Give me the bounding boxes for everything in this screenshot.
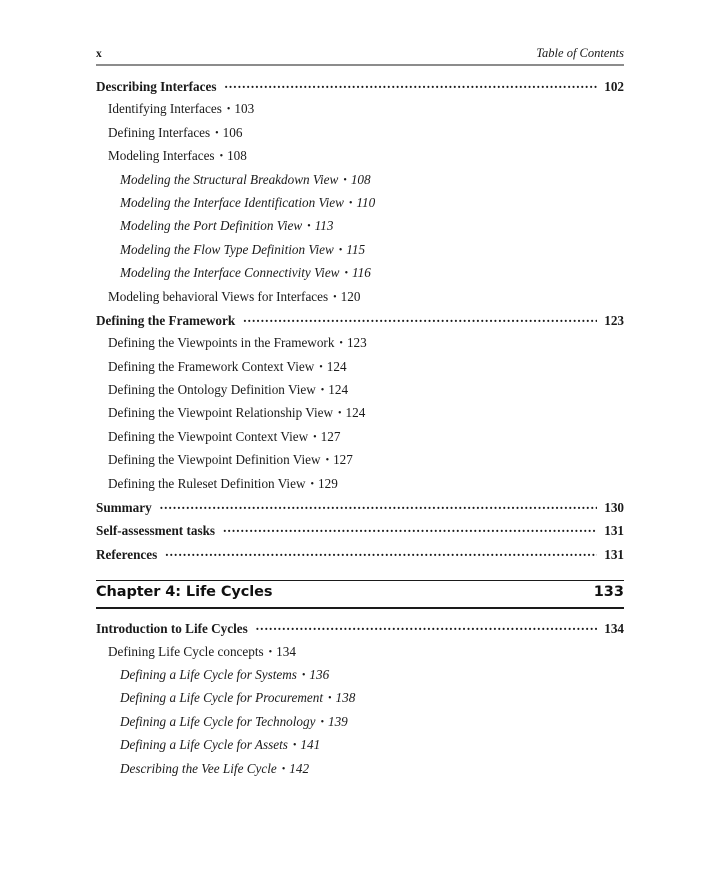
toc-entry-page-number: 124 [345,405,366,421]
toc-entry-level3[interactable] [96,667,624,690]
toc-entry-title: Modeling Interfaces [108,148,215,164]
toc-entry-page-number: 136 [309,666,330,682]
spacer [96,569,624,580]
bullet-separator-icon: • [338,408,342,420]
dot-leader [225,78,598,91]
toc-entry-page-number: 134 [604,621,624,637]
bullet-separator-icon: • [281,763,286,775]
toc-entry-title: Defining the Viewpoint Context View [108,428,309,444]
bullet-separator-icon: • [344,268,348,280]
toc-entry-title: Summary [96,500,152,516]
toc-entry-page-number: 138 [335,690,356,706]
toc-entry-level3[interactable] [96,690,624,713]
toc-entry-title: Describing the Vee Life Cycle [120,760,277,776]
toc-entry-page-number: 134 [276,643,296,659]
toc-entry-page-number: 120 [340,288,361,304]
toc-entry-page-number: 116 [352,265,371,281]
chapter-title: Chapter 4: Life Cycles [96,584,273,601]
bullet-separator-icon: • [307,221,311,233]
bullet-separator-icon: • [333,291,337,303]
chapter-heading-block [96,580,624,609]
toc-entry-page-number: 141 [300,737,321,753]
bullet-separator-icon: • [320,385,325,397]
bullet-separator-icon: • [219,151,224,163]
dot-leader [243,312,597,325]
bullet-separator-icon: • [268,646,273,658]
bullet-separator-icon: • [338,244,343,256]
toc-entry-level2[interactable] [96,101,624,124]
toc-entry-page-number: 123 [346,335,367,351]
toc-entry-level1[interactable] [96,312,624,335]
dot-leader [160,499,598,512]
toc-entry-title: Defining the Framework Context View [108,358,315,374]
toc-entry-level3[interactable] [96,714,624,737]
toc-entry-title: Modeling the Flow Type Definition View [120,241,334,257]
toc-entry-page-number: 139 [327,713,348,729]
bullet-separator-icon: • [320,716,324,728]
toc-entry-level1[interactable] [96,522,624,545]
toc-page [96,0,624,888]
toc-entry-level2[interactable] [96,405,624,428]
toc-entry-page-number: 124 [328,382,349,398]
toc-entry-level3[interactable] [96,195,624,218]
toc-entry-level2[interactable] [96,429,624,452]
toc-entry-level2[interactable] [96,359,624,382]
toc-entry-title: Defining the Viewpoint Definition View [108,452,321,468]
bullet-separator-icon: • [328,693,332,705]
toc-entry-page-number: 142 [289,760,310,776]
toc-entry-title: Self-assessment tasks [96,523,216,539]
toc-entry-page-number: 131 [604,546,624,562]
toc-entry-level2[interactable] [96,335,624,358]
spacer [96,609,624,620]
toc-entry-level3[interactable] [96,242,624,265]
toc-entry-title: Defining the Framework [96,312,236,328]
toc-entry-title: Defining the Ruleset Definition View [108,475,306,491]
toc-entry-page-number: 115 [346,241,366,257]
toc-entry-title: Defining the Viewpoints in the Framework [108,335,335,351]
bullet-separator-icon: • [348,197,353,209]
toc-entry-level2[interactable] [96,382,624,405]
toc-entry-title: Modeling the Port Definition View [120,218,303,234]
toc-entry-level1[interactable] [96,78,624,101]
toc-entry-page-number: 124 [326,358,347,374]
toc-entry-title: Defining Interfaces [108,124,211,140]
bullet-separator-icon: • [310,478,314,490]
bullet-separator-icon: • [292,740,297,752]
dot-leader [223,522,597,535]
toc-entry-page-number: 102 [604,79,624,94]
toc-entry-title: Modeling behavioral Views for Interfaces [108,288,329,304]
bullet-separator-icon: • [319,361,323,373]
toc-entry-level1[interactable] [96,499,624,522]
toc-entry-level2[interactable] [96,148,624,171]
toc-entry-page-number: 127 [333,452,353,468]
toc-entry-page-number: 123 [604,312,624,328]
toc-entry-level3[interactable] [96,737,624,760]
bullet-separator-icon: • [226,104,231,116]
toc-entry-page-number: 127 [320,428,341,444]
chapter-heading[interactable] [96,581,624,607]
page-folio: x [96,48,102,60]
toc-entry-level2[interactable] [96,452,624,475]
toc-section-group-chapter4 [96,620,624,784]
toc-entry-page-number: 131 [604,523,624,539]
toc-entry-page-number: 108 [227,148,247,164]
toc-entry-page-number: 130 [604,500,624,516]
bullet-separator-icon: • [215,127,219,139]
running-head [96,46,624,66]
toc-entry-level3[interactable] [96,172,624,195]
chapter-page-number: 133 [593,584,624,601]
dot-leader [256,620,597,633]
toc-entry-title: Modeling the Interface Connectivity View [120,265,340,281]
toc-list [96,78,624,784]
toc-entry-page-number: 103 [234,101,255,117]
toc-entry-title: Defining a Life Cycle for Assets [120,737,288,753]
bullet-separator-icon: • [313,431,317,443]
toc-section-group-chapter3 [96,78,624,569]
toc-entry-title: Defining a Life Cycle for Procurement [120,690,324,706]
toc-entry-page-number: 108 [350,171,371,187]
toc-entry-title: Describing Interfaces [96,79,217,94]
bullet-separator-icon: • [339,338,343,350]
bullet-separator-icon: • [325,455,330,467]
toc-entry-level2[interactable] [96,289,624,312]
toc-entry-title: Defining Life Cycle concepts [108,643,264,659]
toc-entry-level2[interactable] [96,476,624,499]
toc-entry-level2[interactable] [96,644,624,667]
toc-entry-level1[interactable] [96,620,624,643]
toc-entry-title: Defining the Ontology Definition View [108,382,316,398]
toc-entry-title: Modeling the Interface Identification View [120,194,344,210]
bullet-separator-icon: • [343,174,347,186]
toc-entry-level3[interactable] [96,265,624,288]
toc-entry-page-number: 106 [222,124,243,140]
toc-entry-title: References [96,546,158,562]
toc-entry-title: Defining a Life Cycle for Technology [120,713,316,729]
toc-entry-page-number: 110 [356,194,376,210]
toc-entry-title: Defining a Life Cycle for Systems [120,666,297,682]
header-rule [96,64,624,66]
toc-entry-level2[interactable] [96,125,624,148]
bullet-separator-icon: • [301,669,306,681]
toc-entry-title: Defining the Viewpoint Relationship View [108,405,334,421]
dot-leader [165,546,597,559]
running-title: Table of Contents [536,46,624,60]
toc-entry-page-number: 129 [318,475,338,491]
toc-entry-level3[interactable] [96,218,624,241]
toc-entry-title: Introduction to Life Cycles [96,621,248,637]
toc-entry-title: Modeling the Structural Breakdown View [120,171,339,187]
toc-entry-title: Identifying Interfaces [108,101,222,117]
toc-entry-level3[interactable] [96,761,624,784]
chapter-rule-bottom [96,607,624,609]
toc-entry-level1[interactable] [96,546,624,569]
toc-entry-page-number: 113 [314,218,334,234]
